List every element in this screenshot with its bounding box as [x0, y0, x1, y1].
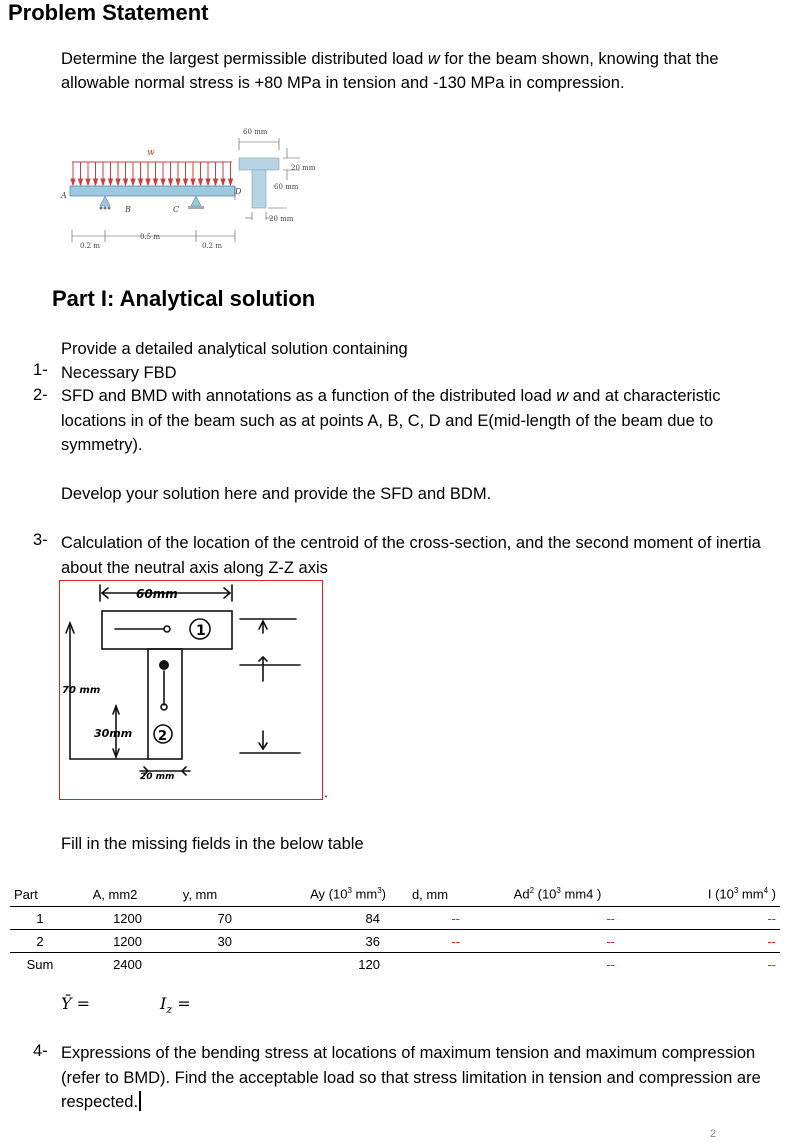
problem-w: w — [427, 50, 440, 68]
cross-section-t — [239, 158, 279, 208]
header-ad2: Ad$^2$ ($10^3$ mm4 ) — [470, 882, 645, 907]
sum-ay: 120 — [358, 956, 380, 972]
span3-label: 0.2 m — [202, 242, 222, 250]
centroid-table — [10, 882, 780, 975]
dim-web-label: 60 mm — [274, 183, 299, 191]
header-ay: Ay ($10^3$ $mm^3$) — [240, 882, 390, 907]
dim-top-label: 60 mm — [243, 128, 268, 136]
sketch-web-height-label: 30mm — [94, 727, 133, 740]
sketch-period: . — [324, 784, 328, 800]
problem-text — [61, 47, 781, 95]
row2-part: 2 — [10, 930, 70, 953]
item2-text-b: and at characteristic locations in of the beam such as at points A, B, C, D and E(mid-length of the beam due to symmetry). — [61, 387, 721, 454]
point-d-label: D — [235, 187, 242, 196]
load-arrow-head — [124, 179, 128, 185]
point-b-label: B — [125, 205, 131, 214]
sum-area: 2400 — [113, 956, 142, 972]
header-i: I ($10^3$ $mm^4$ ) — [645, 882, 780, 907]
develop-text: Develop your solution here and provide the SFD and BDM. — [61, 485, 492, 503]
header-y: y, mm — [160, 882, 240, 907]
item3-number: 3- — [33, 531, 48, 549]
load-arrow-head — [191, 179, 195, 185]
item4-text: Expressions of the bending stress at locations of maximum tension and maximum compression (refer to BMD). Find the acceptable load so that stress limitation in tension and compression are respected. — [61, 1044, 761, 1111]
sketch-width-label: 60mm — [136, 587, 178, 601]
cross-section-sketch — [60, 581, 322, 799]
load-arrow-head — [101, 179, 105, 185]
table-header-row — [10, 882, 780, 907]
item2-w: w — [556, 387, 569, 405]
load-arrow-head — [184, 179, 188, 185]
load-arrow-head — [169, 179, 173, 185]
header-part: Part — [10, 882, 70, 907]
beam-figure — [55, 120, 345, 260]
sketch-web-width-label: 20 mm — [140, 772, 175, 782]
sum-i: -- — [767, 956, 776, 972]
row2-d: -- — [390, 930, 470, 953]
fill-instructions: Fill in the missing fields in the below table — [61, 835, 364, 853]
iz-formula: $I_z$ = — [160, 994, 191, 1017]
row1-ad2: -- — [470, 907, 645, 930]
problem-line1-a: Determine the largest permissible distributed load — [61, 50, 428, 68]
distributed-load-arrows — [71, 162, 233, 185]
table-row — [10, 930, 780, 953]
part1-intro: Provide a detailed analytical solution containing — [61, 340, 408, 358]
item2-text-a: SFD and BMD with annotations as a function of the distributed load — [61, 387, 557, 405]
text-cursor — [139, 1091, 141, 1111]
load-arrow-head — [176, 179, 180, 185]
load-arrow-head — [161, 179, 165, 185]
sketch-strokes — [66, 585, 300, 775]
load-arrow-head — [109, 179, 113, 185]
load-label: w — [147, 148, 155, 158]
load-arrow-head — [71, 179, 75, 185]
row1-ay: 84 — [240, 907, 390, 930]
load-arrow-head — [199, 179, 203, 185]
part1-heading: Part I: Analytical solution — [52, 286, 316, 311]
sketch-part2-marker: 2 — [158, 729, 168, 744]
load-arrow-head — [146, 179, 150, 185]
support-b — [100, 196, 111, 210]
item1-number: 1- — [33, 361, 48, 379]
row1-area: 1200 — [70, 907, 160, 930]
load-arrow-head — [214, 179, 218, 185]
beam-body — [70, 186, 235, 196]
sketch-centroid-dot — [159, 660, 169, 670]
cross-section-dims — [239, 138, 300, 220]
item2-number: 2- — [33, 386, 48, 404]
row1-i: -- — [645, 907, 780, 930]
support-c — [188, 196, 204, 209]
load-arrow-head — [139, 179, 143, 185]
header-area: A, mm2 — [70, 882, 160, 907]
point-a-label: A — [61, 191, 67, 200]
dim-flange-label: 20 mm — [291, 164, 316, 172]
load-arrow-head — [116, 179, 120, 185]
problem-line2: allowable normal stress is +80 MPa in tension and -130 MPa in compression. — [61, 74, 625, 92]
row1-part: 1 — [10, 907, 70, 930]
load-arrow-head — [94, 179, 98, 185]
load-arrow-head — [79, 179, 83, 185]
page-title: Problem Statement — [8, 0, 209, 25]
load-arrow-head — [86, 179, 90, 185]
sum-ad2: -- — [606, 956, 615, 972]
row1-d: -- — [390, 907, 470, 930]
sketch-height-label: 70 mm — [62, 685, 101, 696]
load-arrow-head — [206, 179, 210, 185]
item4-number: 4- — [33, 1042, 48, 1060]
span1-label: 0.2 m — [80, 242, 100, 250]
load-arrow-head — [221, 179, 225, 185]
table-row — [10, 907, 780, 930]
row2-ay: 36 — [240, 930, 390, 953]
row2-ad2: -- — [470, 930, 645, 953]
load-arrow-head — [131, 179, 135, 185]
row2-area: 1200 — [70, 930, 160, 953]
sum-label: Sum — [26, 956, 54, 972]
load-arrow-head — [154, 179, 158, 185]
page-number: 2 — [710, 1128, 717, 1140]
sketch-part1-marker: 1 — [196, 623, 206, 639]
item3-text: Calculation of the location of the centroid of the cross-section, and the second moment of inertia about the neutral axis along Z-Z axis — [61, 534, 761, 577]
header-d: d, mm — [390, 882, 470, 907]
row2-y: 30 — [160, 930, 240, 953]
dim-web-width-label: 20 mm — [269, 215, 294, 223]
problem-line1-b: for the beam shown, knowing that the — [439, 50, 719, 68]
row1-y: 70 — [160, 907, 240, 930]
point-c-label: C — [173, 205, 180, 214]
ybar-formula: Ȳ = — [61, 994, 91, 1013]
row2-i: -- — [645, 930, 780, 953]
table-sum-row — [10, 953, 780, 976]
span2-label: 0.5 m — [140, 233, 160, 241]
load-arrow-head — [229, 179, 233, 185]
item2-text — [61, 384, 776, 458]
item1-text: Necessary FBD — [61, 364, 177, 382]
